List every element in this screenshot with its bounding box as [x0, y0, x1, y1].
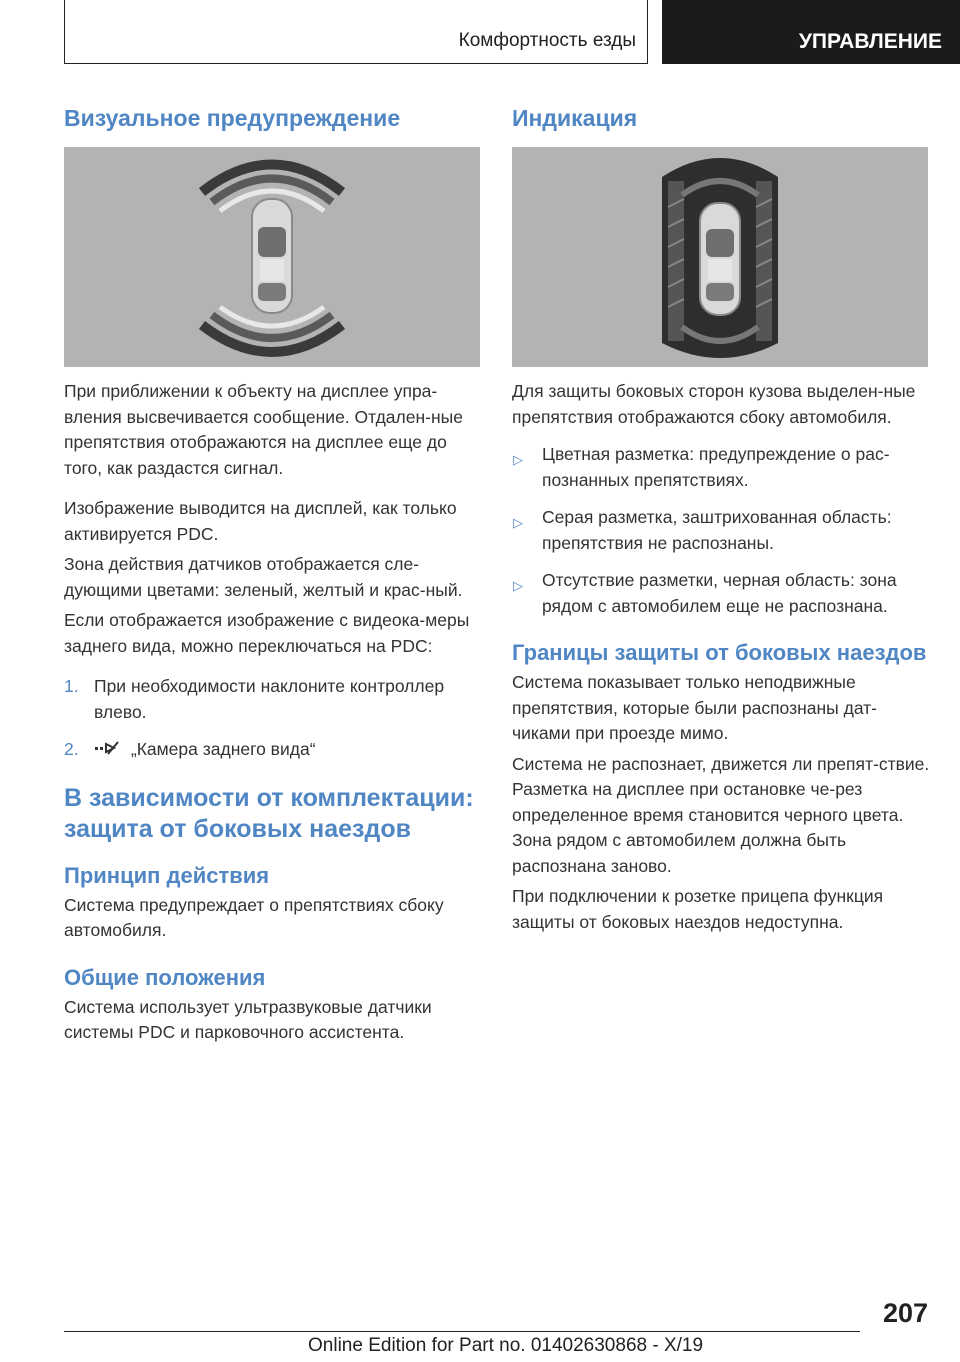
- paragraph-limits-2: Система не распознает, движется ли препят-ствие. Разметка на дисплее при остановке че-рез определенное время становится черного цвета. Зона рядом с автомобилем должна быть распознана заново.: [512, 753, 930, 876]
- heading-visual-warning: Визуальное предупреждение: [64, 105, 401, 131]
- list-step-1: [64, 674, 482, 725]
- edition-text: Online Edition for Part no. 01402630868 - X/19: [308, 1335, 704, 1356]
- step-number: 1.: [64, 676, 79, 696]
- paragraph-limits-3: При подключении к розетке прицепа функция защиты от боковых наездов недоступна.: [512, 886, 884, 932]
- camera-icon: [94, 738, 120, 758]
- paragraph-limits-1: Система показывает только неподвижные препятствия, которые были распознаны дат-чиками при проезде мимо.: [512, 672, 878, 743]
- triangle-right-icon: ▷: [513, 452, 523, 467]
- left-text-block: [64, 379, 482, 1046]
- heading-indication: Индикация: [512, 105, 638, 131]
- step-text: „Камера заднего вида“: [130, 739, 316, 759]
- right-column: [512, 104, 930, 132]
- side-protection-illustration: [512, 147, 928, 367]
- step-text: При необходимости наклоните контроллер влево.: [94, 676, 445, 722]
- triangle-right-icon: ▷: [513, 515, 523, 530]
- list-step-2: [64, 737, 482, 763]
- paragraph-visual-4: Если отображается изображение с видеока-меры заднего вида, можно переключаться на PDC:: [64, 610, 470, 656]
- heading-side-protection: В зависимости от комплектации: защита от боковых наездов: [64, 783, 474, 843]
- figure-side-protection-display: [512, 147, 928, 367]
- paragraph-principle: Система предупреждает о препятствиях сбоку автомобиля.: [64, 894, 444, 940]
- paragraph-visual-2: Изображение выводится на дисплей, как только активируется PDC.: [64, 498, 457, 544]
- heading-limits: Границы защиты от боковых наездов: [512, 640, 927, 665]
- header-chapter-label: УПРАВЛЕНИЕ: [798, 30, 942, 53]
- right-text-block: [512, 379, 930, 935]
- pdc-illustration: [64, 147, 480, 367]
- bullet-item: [512, 442, 930, 493]
- bullet-text: Отсутствие разметки, черная область: зона рядом с автомобилем еще не распознана.: [542, 570, 897, 616]
- left-column: [64, 104, 482, 132]
- bullet-text: Серая разметка, заштрихованная область: препятствия не распознаны.: [542, 507, 892, 553]
- paragraph-visual-3: Зона действия датчиков отображается сле-дующими цветами: зеленый, желтый и крас-ный.: [64, 554, 463, 600]
- bullet-item: [512, 568, 930, 619]
- step-number: 2.: [64, 739, 79, 759]
- heading-general: Общие положения: [64, 964, 266, 990]
- bullet-item: [512, 505, 930, 556]
- paragraph-visual-1: При приближении к объекту на дисплее упра-вления высвечивается сообщение. Отдален-ные препятствия отображаются на дисплее еще до того, как раздастся сигнал.: [64, 381, 463, 478]
- triangle-right-icon: ▷: [513, 578, 523, 593]
- bullet-text: Цветная разметка: предупреждение о рас-познанных препятствиях.: [542, 444, 890, 490]
- heading-principle: Принцип действия: [64, 862, 270, 888]
- header-section-title: Комфортность езды: [458, 30, 636, 51]
- figure-pdc-display: [64, 147, 480, 367]
- page-number: 207: [882, 1298, 928, 1328]
- paragraph-indication: Для защиты боковых сторон кузова выделен-ные препятствия отображаются сбоку автомобиля.: [512, 381, 916, 427]
- footer-divider: [64, 1331, 860, 1332]
- paragraph-general: Система использует ультразвуковые датчики системы PDC и парковочного ассистента.: [64, 996, 432, 1042]
